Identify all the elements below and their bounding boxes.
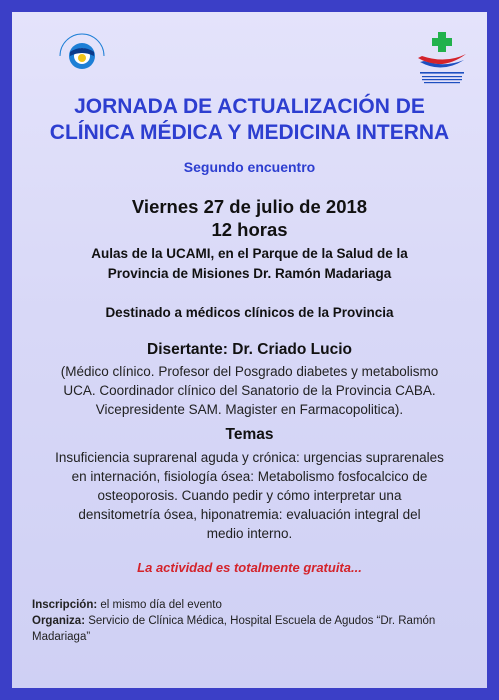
footer-info xyxy=(32,597,472,645)
topic-line: Insuficiencia suprarenal aguda y crónica: urgencias suprarenales xyxy=(55,450,444,465)
free-notice: La actividad es totalmente gratuita... xyxy=(137,560,362,575)
registration-value: el mismo día del evento xyxy=(97,599,222,611)
hospital-escuela-logo xyxy=(50,30,114,88)
event-date xyxy=(12,195,487,241)
speaker-bio xyxy=(12,362,487,419)
topic-line: en internación, fisiología ósea: Metabolismo fosfocalcico de xyxy=(71,469,428,484)
flyer xyxy=(12,12,487,688)
organizer-line-1: Servicio de Clínica Médica, Hospital Escuela de Agudos “Dr. Ramón xyxy=(85,615,436,627)
event-day: Viernes 27 de julio de 2018 xyxy=(131,196,368,217)
topic-line: osteoporosis. Cuando pedir y cómo interpretar una xyxy=(97,488,402,503)
organizer-label: Organiza: xyxy=(32,615,86,627)
subtitle: Segundo encuentro xyxy=(183,159,316,175)
event-time: 12 horas xyxy=(211,219,288,240)
organizer-line-2: Madariaga” xyxy=(32,631,91,643)
parque-de-la-salud-logo xyxy=(412,28,472,88)
title-line-1: JORNADA DE ACTUALIZACIÓN DE xyxy=(74,95,425,118)
topics-text xyxy=(12,448,487,543)
audience: Destinado a médicos clínicos de la Provincia xyxy=(105,305,394,320)
venue xyxy=(12,244,487,284)
registration-label: Inscripción: xyxy=(32,599,98,611)
organizer-info xyxy=(32,613,472,629)
venue-line-2: Provincia de Misiones Dr. Ramón Madariaga xyxy=(107,266,392,281)
registration-info xyxy=(32,597,472,613)
topic-line: densitometría ósea, hiponatremia: evaluación integral del xyxy=(78,507,421,522)
bio-line: Vicepresidente SAM. Magister en Farmacopolitica). xyxy=(95,402,404,417)
topic-line: medio interno. xyxy=(206,526,293,541)
title-line-2: CLÍNICA MÉDICA Y MEDICINA INTERNA xyxy=(49,121,450,144)
topics-heading: Temas xyxy=(225,426,274,443)
bio-line: UCA. Coordinador clínico del Sanatorio de la Provincia CABA. xyxy=(63,383,436,398)
venue-line-1: Aulas de la UCAMI, en el Parque de la Salud de la xyxy=(91,246,408,261)
event-title xyxy=(12,94,487,146)
bio-line: (Médico clínico. Profesor del Posgrado diabetes y metabolismo xyxy=(60,364,439,379)
speaker-heading: Disertante: Dr. Criado Lucio xyxy=(147,341,352,358)
